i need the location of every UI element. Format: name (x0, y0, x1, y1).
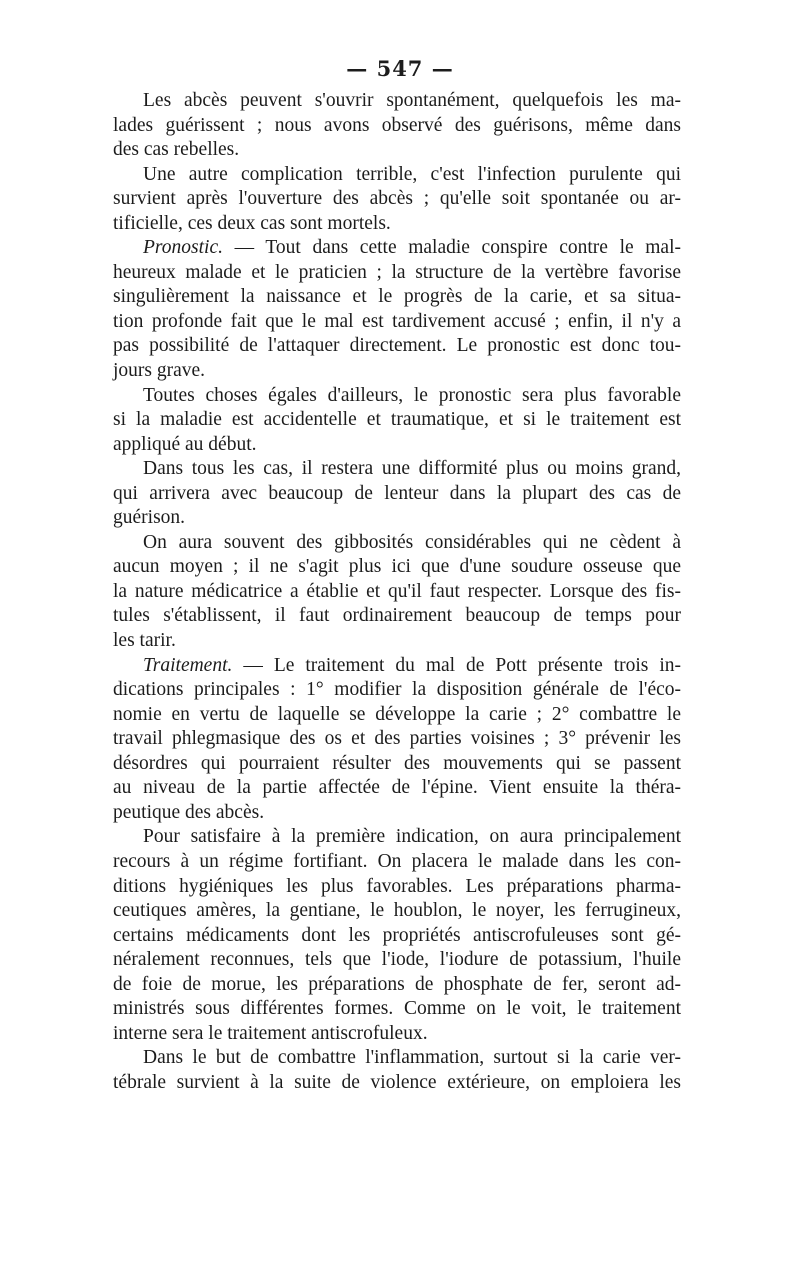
text-line: tificielle, ces deux cas sont mortels. (113, 212, 391, 234)
text-line: tules s'établissent, il faut ordinairement beaucoup de temps pour (113, 605, 681, 627)
text-line: Une autre complication terrible, c'est l'infection purulente qui (143, 163, 681, 185)
text-line: singulièrement la naissance et le progrès de la carie, et sa situa- (113, 286, 681, 308)
text-line: ministrés sous différentes formes. Comme on le voit, le traitement (113, 998, 681, 1020)
text-line: au niveau de la partie affectée de l'épine. Vient ensuite la théra- (113, 777, 681, 799)
text-line: travail phlegmasique des os et des parties voisines ; 3° prévenir les (113, 728, 681, 750)
text-line: jours grave. (113, 360, 206, 382)
text-line: heureux malade et le praticien ; la structure de la vertèbre favorise (113, 261, 681, 283)
text-line: Toutes choses égales d'ailleurs, le pronostic sera plus favorable (143, 384, 681, 406)
page-number: — 547 — (346, 56, 454, 81)
text-run: — Le traitement du mal de Pott présente trois in- (232, 654, 681, 676)
text-line: ditions hygiéniques les plus favorables. Les préparations pharma- (113, 875, 681, 897)
text-line: tébrale survient à la suite de violence extérieure, on emploiera les (113, 1071, 681, 1093)
text-line: nomie en vertu de laquelle se développe la carie ; 2° combattre le (113, 703, 681, 725)
text-line: Pour satisfaire à la première indication, on aura principalement (143, 826, 681, 848)
text-line: appliqué au début. (113, 433, 257, 455)
text-line: interne sera le traitement antiscrofuleux. (113, 1022, 428, 1044)
text-line (113, 654, 681, 679)
text-line: peutique des abcès. (113, 801, 265, 823)
text-line: dications principales : 1° modifier la disposition générale de l'éco- (113, 679, 681, 701)
body-text (113, 89, 681, 1095)
text-line: recours à un régime fortifiant. On placera le malade dans les con- (113, 850, 681, 872)
text-line: Dans tous les cas, il restera une difformité plus ou moins grand, (143, 458, 681, 480)
text-line: de foie de morue, les préparations de phosphate de fer, seront ad- (113, 973, 681, 995)
text-line: guérison. (113, 507, 186, 529)
section-heading-traitement: Traitement. (143, 654, 233, 676)
text-line: Les abcès peuvent s'ouvrir spontanément, quelquefois les ma- (143, 90, 681, 111)
section-heading-pronostic: Pronostic. (143, 237, 223, 259)
text-line (113, 236, 681, 261)
text-line: survient après l'ouverture des abcès ; qu'elle soit spontanée ou ar- (113, 188, 681, 210)
text-line: tion profonde fait que le mal est tardivement accusé ; enfin, il n'y a (113, 310, 681, 332)
text-line: aucun moyen ; il ne s'agit plus ici que d'une soudure osseuse que (113, 556, 681, 578)
text-line: néralement reconnues, tels que l'iode, l'iodure de potassium, l'huile (113, 949, 681, 971)
text-line: On aura souvent des gibbosités considérables qui ne cèdent à (143, 531, 681, 553)
text-line: certains médicaments dont les propriétés antiscrofuleuses sont gé- (113, 924, 681, 946)
text-line: les tarir. (113, 630, 176, 652)
text-run: — Tout dans cette maladie conspire contre le mal- (222, 237, 681, 259)
text-line: lades guérissent ; nous avons observé des guérisons, même dans (113, 114, 681, 136)
text-line: la nature médicatrice a établie et qu'il faut respecter. Lorsque des fis- (113, 580, 681, 602)
text-line: des cas rebelles. (113, 139, 240, 161)
text-line: désordres qui pourraient résulter des mouvements qui se passent (113, 752, 681, 774)
text-line: si la maladie est accidentelle et traumatique, et si le traitement est (113, 409, 681, 431)
text-line: qui arrivera avec beaucoup de lenteur dans la plupart des cas de (113, 482, 681, 504)
text-line: pas possibilité de l'attaquer directement. Le pronostic est donc tou- (113, 335, 681, 357)
text-line: Dans le but de combattre l'inflammation, surtout si la carie ver- (143, 1047, 681, 1069)
text-line: ceutiques amères, la gentiane, le houblon, le noyer, les ferrugineux, (113, 900, 681, 922)
